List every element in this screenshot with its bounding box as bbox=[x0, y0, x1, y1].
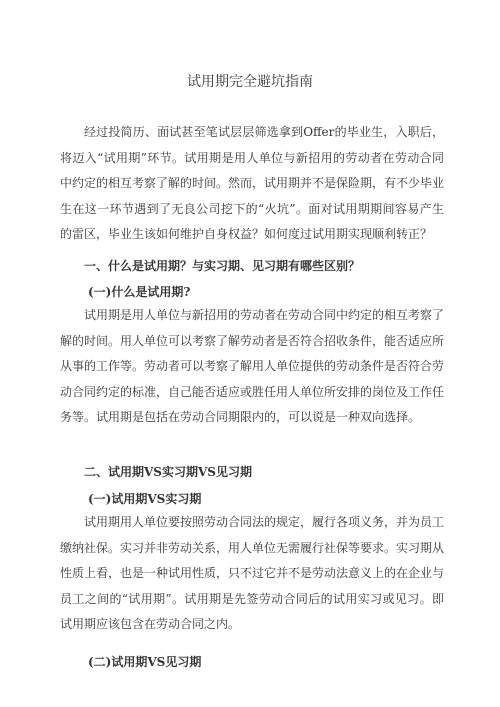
section1-sub1-block bbox=[60, 303, 444, 431]
section2-sub1-heading: (一)试用期VS实习期 bbox=[88, 492, 202, 506]
document-title: 试用期完全避坑指南 bbox=[187, 74, 313, 90]
section2-heading: 二、试用期VS实习期VS见习期 bbox=[84, 465, 252, 479]
section1-heading: 一、什么是试用期？与实习期、见习期有哪些区别？ bbox=[84, 259, 361, 273]
intro-paragraph: 经过投简历、面试甚至笔试层层筛选拿到Offer的毕业生，入职后，将迈入“试用期”环节。试用期是用人单位与新招用的劳动者在劳动合同中约定的相互考察了解的时间。然而，试用期并不是保险期，有不少毕业生在这一环节遇到了无良公司挖下的“火坑”。面对试用期期间容易产生的雷区，毕业生该如何维护自身权益？如何度过试用期实现顺利转正？ bbox=[60, 125, 445, 241]
section1-sub1-paragraph: 试用期是用人单位与新招用的劳动者在劳动合同中约定的相互考察了解的时间。用人单位可以考察了解劳动者是否符合招收条件，能否适应所从事的工作等。劳动者可以考察了解用人单位提供的劳动条件是否符合劳动合同约定的标准，自己能否适应或胜任用人单位所安排的岗位及工作任务等。试用期是包括在劳动合同期限内的，可以说是一种双向选择。 bbox=[60, 308, 445, 424]
intro-paragraph-block bbox=[60, 120, 444, 248]
section2-sub2-heading: (二)试用期VS见习期 bbox=[88, 655, 202, 669]
section2-sub1-block bbox=[60, 510, 444, 638]
section2-sub1-paragraph: 试用期用人单位要按照劳动合同法的规定，履行各项义务，并为员工缴纳社保。实习并非劳动关系，用人单位无需履行社保等要求。实习期从性质上看，也是一种试用性质，只不过它并不是劳动法意义上的在企业与员工之间的“试用期”。试用期是先签劳动合同后的试用实习或见习。即试用期应该包含在劳动合同之内。 bbox=[60, 515, 445, 631]
section1-sub1-heading: (一)什么是试用期? bbox=[88, 285, 191, 299]
